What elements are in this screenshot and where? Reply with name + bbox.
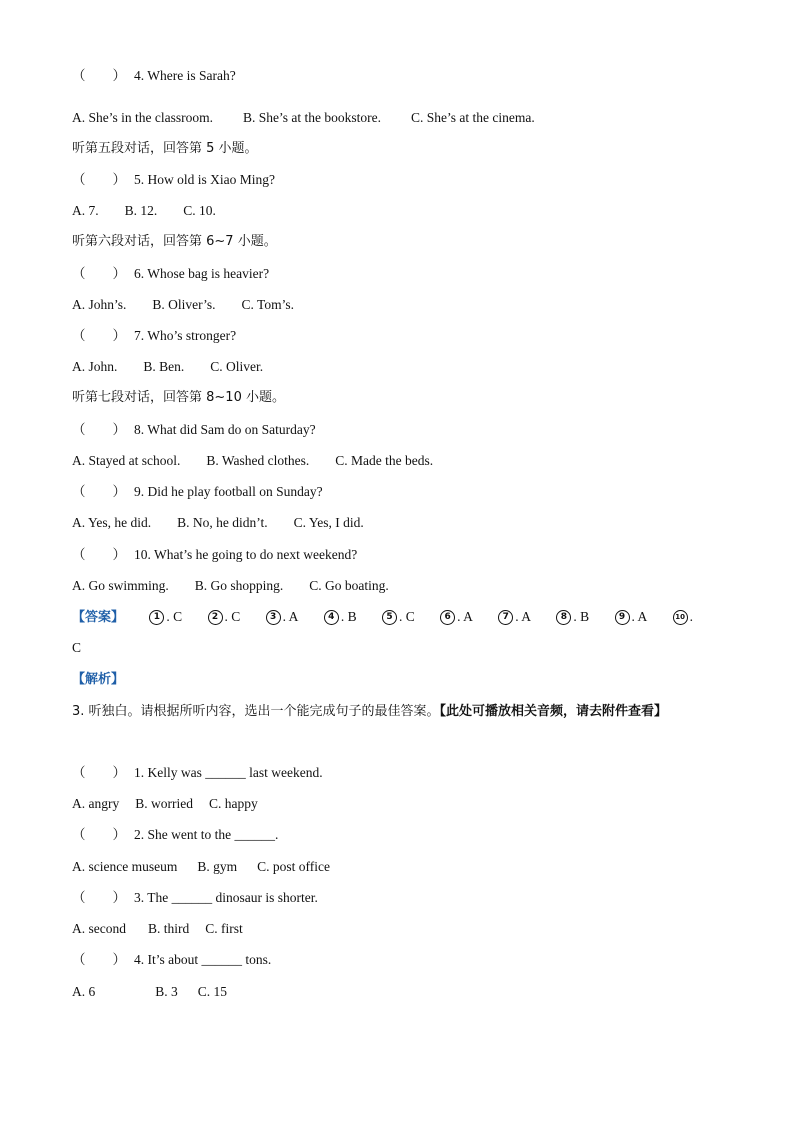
circled-number: 1 xyxy=(149,610,164,625)
audio-note: 【此处可播放相关音频，请去附件查看】 xyxy=(439,704,668,719)
option-a: A. 6 xyxy=(72,984,96,999)
question-text: 10. What’s he going to do next weekend? xyxy=(134,547,358,562)
answer-blank: （ ） xyxy=(72,422,126,437)
part3-options-1 xyxy=(72,795,284,813)
answer-item xyxy=(266,608,299,626)
option-c: C. Yes, I did. xyxy=(293,515,364,530)
question-text: 6. Whose bag is heavier? xyxy=(134,266,270,281)
question-text: 2. She went to the ______. xyxy=(134,827,279,842)
option-a: A. John. xyxy=(72,359,118,374)
question-text: 4. Where is Sarah? xyxy=(134,68,236,83)
option-b: B. 3 xyxy=(155,984,178,999)
option-c: C. 15 xyxy=(197,984,228,999)
option-a: A. second xyxy=(72,921,126,936)
part3-options-4 xyxy=(72,983,253,1001)
answer-value: . xyxy=(689,609,694,624)
option-b: B. She’s at the bookstore. xyxy=(243,110,381,125)
option-b: B. No, he didn’t. xyxy=(177,515,268,530)
option-c: C. post office xyxy=(257,859,330,874)
answer-item xyxy=(382,608,415,626)
option-b: B. Go shopping. xyxy=(194,578,284,593)
option-a: A. science museum xyxy=(72,859,178,874)
option-c: C. 10. xyxy=(183,203,216,218)
answer-value: . A xyxy=(631,609,648,624)
option-c: C. She’s at the cinema. xyxy=(411,110,535,125)
question-text: 5. How old is Xiao Ming? xyxy=(134,172,275,187)
answer-blank: （ ） xyxy=(72,172,126,187)
circled-number: 8 xyxy=(556,610,571,625)
answer-value: . B xyxy=(340,609,357,624)
question-5 xyxy=(72,171,275,189)
answer-value: . C xyxy=(398,609,415,624)
options-6 xyxy=(72,296,320,314)
options-8 xyxy=(72,452,459,470)
answer-blank: （ ） xyxy=(72,68,126,83)
circled-number: 5 xyxy=(382,610,397,625)
part3-options-2 xyxy=(72,858,356,876)
section-6-instruction: 听第六段对话，回答第 6~7 小题。 xyxy=(72,234,277,249)
option-b: B. Ben. xyxy=(143,359,185,374)
question-text: 1. Kelly was ______ last weekend. xyxy=(134,765,323,780)
answer-value: . A xyxy=(457,609,473,624)
part3-question-2 xyxy=(72,826,278,844)
answer-item xyxy=(498,608,531,626)
answer-blank: （ ） xyxy=(72,484,126,499)
option-b: B. 12. xyxy=(124,203,158,218)
option-b: B. Oliver’s. xyxy=(152,297,216,312)
option-a: A. 7. xyxy=(72,203,99,218)
answer-blank: （ ） xyxy=(72,952,126,967)
part3-question-3 xyxy=(72,889,318,907)
part3-question-4 xyxy=(72,951,271,969)
answer-value: . A xyxy=(282,609,299,624)
option-b: B. third xyxy=(148,921,190,936)
answer-blank: （ ） xyxy=(72,328,126,343)
question-6 xyxy=(72,265,269,283)
answer-key xyxy=(72,608,693,627)
option-c: C. Oliver. xyxy=(210,359,264,374)
question-text: 8. What did Sam do on Saturday? xyxy=(134,422,316,437)
option-a: A. Yes, he did. xyxy=(72,515,152,530)
options-7 xyxy=(72,358,289,376)
part3-options-3 xyxy=(72,920,269,938)
answer-item xyxy=(149,608,182,626)
section-5-instruction: 听第五段对话，回答第 5 小题。 xyxy=(72,141,258,156)
answer-value: . A xyxy=(515,609,531,624)
options-5 xyxy=(72,202,242,220)
question-text: 7. Who’s stronger? xyxy=(134,328,237,343)
option-b: B. worried xyxy=(135,796,193,811)
answer-key-wrap: C xyxy=(72,640,82,655)
part3-question-1 xyxy=(72,764,323,782)
options-4 xyxy=(72,109,561,127)
answer-item xyxy=(673,608,693,626)
circled-number: 4 xyxy=(324,610,339,625)
answer-item xyxy=(615,608,648,626)
answer-item xyxy=(324,608,357,626)
circled-number: 3 xyxy=(266,610,281,625)
part3-heading-text: 3. 听独白。请根据所听内容，选出一个能完成句子的最佳答案。 xyxy=(72,704,440,719)
circled-number: 6 xyxy=(440,610,455,625)
analysis-tag: 【解析】 xyxy=(72,672,125,687)
question-4 xyxy=(72,67,236,85)
option-c: C. Go boating. xyxy=(309,578,389,593)
answer-tag: 【答案】 xyxy=(72,610,125,625)
answer-item xyxy=(208,608,241,626)
circled-number: 9 xyxy=(615,610,630,625)
answer-item xyxy=(440,608,473,626)
option-a: A. Stayed at school. xyxy=(72,453,181,468)
section-7-instruction: 听第七段对话，回答第 8~10 小题。 xyxy=(72,390,285,405)
option-a: A. John’s. xyxy=(72,297,127,312)
options-10 xyxy=(72,577,415,595)
option-c: C. first xyxy=(205,921,243,936)
option-a: A. angry xyxy=(72,796,120,811)
answer-blank: （ ） xyxy=(72,827,126,842)
question-text: 3. The ______ dinosaur is shorter. xyxy=(134,890,318,905)
question-10 xyxy=(72,546,357,564)
question-7 xyxy=(72,327,236,345)
answer-value: . C xyxy=(166,609,183,624)
answer-blank: （ ） xyxy=(72,266,126,281)
answer-blank: （ ） xyxy=(72,765,126,780)
option-c: C. happy xyxy=(209,796,258,811)
question-8 xyxy=(72,421,316,439)
question-text: 4. It’s about ______ tons. xyxy=(134,952,272,967)
answer-value: . B xyxy=(573,609,590,624)
answer-item xyxy=(556,608,589,626)
circled-number: 2 xyxy=(208,610,223,625)
option-a: A. She’s in the classroom. xyxy=(72,110,213,125)
answer-blank: （ ） xyxy=(72,890,126,905)
question-text: 9. Did he play football on Sunday? xyxy=(134,484,323,499)
answer-value: . C xyxy=(224,609,241,624)
question-9 xyxy=(72,483,323,501)
option-c: C. Made the beds. xyxy=(335,453,434,468)
part3-heading xyxy=(72,703,667,721)
option-a: A. Go swimming. xyxy=(72,578,169,593)
circled-number: 10 xyxy=(673,610,688,625)
options-9 xyxy=(72,514,390,532)
option-b: B. Washed clothes. xyxy=(206,453,310,468)
option-b: B. gym xyxy=(197,859,238,874)
circled-number: 7 xyxy=(498,610,513,625)
answer-blank: （ ） xyxy=(72,547,126,562)
option-c: C. Tom’s. xyxy=(241,297,294,312)
